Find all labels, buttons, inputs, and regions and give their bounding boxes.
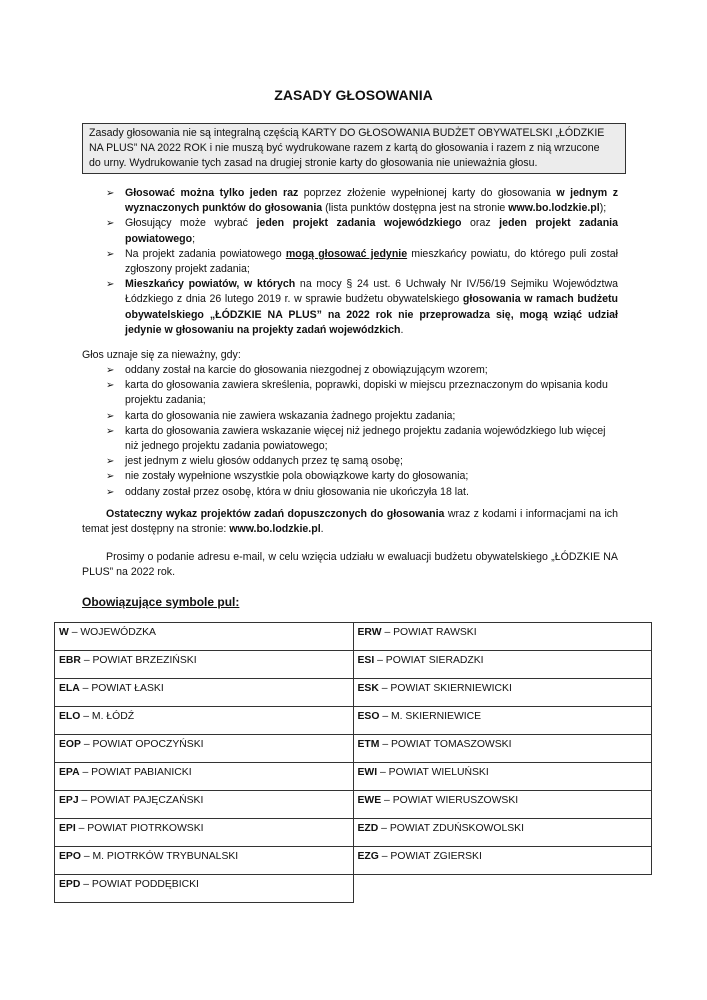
rule-text-bold: w jednym z wyznaczonych punktów do głosowania [125,187,619,215]
pool-code: EWI [357,767,378,778]
pool-name: – POWIAT WIELUŃSKI [377,767,489,778]
rule-text-bold: głosowania w ramach budżetu obywatelskiego „ŁÓDZKIE NA PLUS” na 2022 rok nie przeprowadza się, mogą wziąć udział jedynie w głosowaniu na projekty zadań wojewódzkich [125,293,619,336]
table-cell [55,651,354,679]
table-row [55,623,652,651]
pool-name: – WOJEWÓDZKA [68,627,156,638]
arrow-bullet-icon: ➢ [106,425,115,437]
note-line: NA PLUS” NA 2022 ROK i nie muszą być wydrukowane razem z kartą do głosowania i razem z nią wrzucone [89,142,600,155]
invalid-vote-intro: Głos uznaje się za nieważny, gdy: [82,349,241,361]
pool-code: ELO [59,711,81,722]
invalid-item [90,454,618,469]
invalid-item-text: oddany został przez osobę, która w dniu głosowania nie ukończyła 18 lat. [125,485,469,498]
voting-rules-list [90,186,618,338]
table-cell [353,791,652,819]
rule-text-bold: Głosować można tylko jeden raz [125,187,299,199]
table-cell [353,763,652,791]
arrow-bullet-icon: ➢ [106,456,115,468]
table-row [55,819,652,847]
paragraph-text: wraz z kodami i informacjami na ich temat jest dostępny na stronie: [82,508,618,536]
email-request-paragraph: Prosimy o podanie adresu e-mail, w celu wzięcia udziału w ewaluacji budżetu obywatelskiego „ŁÓDZKIE NA PLUS” na 2022 rok. [82,551,618,579]
invalid-item [90,424,618,454]
arrow-bullet-icon: ➢ [106,471,115,483]
pool-code: EBR [59,655,81,666]
pool-code: EOP [59,739,81,750]
pool-name: – POWIAT TOMASZOWSKI [379,739,512,750]
arrow-bullet-icon: ➢ [106,410,115,422]
pool-name: – M. PIOTRKÓW TRYBUNALSKI [80,851,239,862]
arrow-bullet-icon: ➢ [106,365,115,376]
pool-name: – POWIAT BRZEZIŃSKI [80,655,197,666]
table-cell [55,735,354,763]
pool-name: – POWIAT PIOTRKOWSKI [75,823,204,834]
pool-code: ERW [357,627,382,638]
table-row [55,791,652,819]
table-cell [55,679,354,707]
arrow-bullet-icon: ➢ [106,380,115,392]
invalid-item [90,378,618,408]
table-row [55,735,652,763]
page-title: ZASADY GŁOSOWANIA [274,87,433,103]
note-line: do urny. Wydrukowanie tych zasad na drugiej stronie karty do głosowania nie unieważnia głosu. [89,157,538,170]
pool-name: – POWIAT WIERUSZOWSKI [381,795,519,806]
arrow-bullet-icon: ➢ [106,248,115,260]
table-row [55,875,652,903]
table-row [55,651,652,679]
table-cell [353,623,652,651]
table-cell [353,707,652,735]
rule-text-bold: jeden projekt zadania powiatowego [125,217,619,245]
table-cell [55,623,354,651]
note-line: Zasady głosowania nie są integralną częścią KARTY DO GŁOSOWANIA BUDŻET OBYWATELSKI „ŁÓDZKIE [89,127,605,139]
table-row [55,763,652,791]
table-row [55,707,652,735]
pool-code: EZG [357,851,379,862]
rule-text: ); [599,202,607,215]
rule-text: oraz [461,217,500,230]
project-list-paragraph [82,507,618,537]
rule-item [90,247,618,277]
rule-text: poprzez złożenie wypełnionej karty do głosowania [298,187,557,199]
pool-name: – POWIAT SKIERNIEWICKI [378,683,512,694]
table-row [55,847,652,875]
arrow-bullet-icon: ➢ [106,188,115,199]
table-cell [55,819,354,847]
pool-name: – M. SKIERNIEWICE [379,711,482,722]
info-note-box [82,123,626,174]
invalid-item-text: nie zostały wypełnione wszystkie pola obowiązkowe karty do głosowania; [125,470,469,483]
pool-code: EPA [59,767,80,778]
rule-text: ; [192,232,196,245]
pool-name: – POWIAT PAJĘCZAŃSKI [78,795,204,806]
table-cell [55,763,354,791]
table-cell [353,679,652,707]
arrow-bullet-icon: ➢ [106,218,115,230]
arrow-bullet-icon: ➢ [106,486,115,498]
invalid-item [90,409,618,424]
table-cell [353,847,652,875]
pool-name: – POWIAT ŁASKI [79,683,164,694]
pool-code: EPJ [59,795,79,806]
pool-code: EWE [357,795,382,806]
rule-text: mieszkańcy powiatu, do którego puli został zgłoszony projekt zadania; [125,247,618,276]
rule-item [90,216,618,246]
rule-text: Głosujący może wybrać [125,217,257,230]
rule-text: . [400,323,404,336]
invalid-item-text: oddany został na karcie do głosowania niezgodnej z obowiązującym wzorem; [125,364,488,376]
pool-code: EPO [59,851,81,862]
invalid-item [90,485,618,500]
invalid-item-text: jest jednym z wielu głosów oddanych przez tę samą osobę; [125,455,403,468]
rule-text-bold: Mieszkańcy powiatów, w których [125,278,296,291]
pool-name: – POWIAT OPOCZYŃSKI [80,739,204,750]
pool-code: ESK [357,683,379,694]
table-cell [353,819,652,847]
rule-item [90,186,618,216]
pool-code: W [59,627,69,638]
pool-code: EZD [357,823,379,834]
empty-cell [353,875,652,903]
pool-name: – POWIAT SIERADZKI [374,655,484,666]
pool-name: – POWIAT PABIANICKI [79,767,192,778]
invalid-item [90,363,618,378]
table-row [55,679,652,707]
website-link[interactable]: www.bo.lodzkie.pl [229,523,321,536]
pool-code: ESO [357,711,380,722]
invalid-item [90,469,618,484]
table-cell [55,847,354,875]
pool-code: EPI [59,823,76,834]
table-cell [353,735,652,763]
rule-text: (lista punktów dostępna jest na stronie [322,202,509,215]
pool-code: ETM [357,739,380,750]
invalid-item-text: karta do głosowania nie zawiera wskazania żadnego projektu zadania; [125,409,456,422]
table-cell [353,651,652,679]
pool-name: – POWIAT ZGIERSKI [378,851,482,862]
table-cell [55,875,354,903]
paragraph-text-bold: Ostateczny wykaz projektów zadań dopuszczonych do głosowania [106,508,445,520]
invalid-vote-list [90,363,618,500]
website-link[interactable]: www.bo.lodzkie.pl [508,202,600,215]
pool-code: ESI [357,655,375,666]
paragraph-text: . [320,523,324,536]
rule-text-bold: jeden projekt zadania wojewódzkiego [256,217,462,230]
table-cell [55,791,354,819]
invalid-item-text: karta do głosowania zawiera skreślenia, poprawki, dopiski w miejscu przeznaczonym do wpisania kodu projektu zadania; [125,379,608,407]
table-cell [55,707,354,735]
pool-name: – M. ŁÓDŹ [80,711,135,722]
invalid-item-text: karta do głosowania zawiera wskazanie więcej niż jednego projektu zadania wojewódzkiego lub więcej niż jednego projektu zadania powiatowego; [125,424,606,453]
symbols-heading: Obowiązujące symbole pul: [82,595,240,609]
pool-symbols-table [54,622,652,903]
rule-item [90,277,618,338]
pool-code: ELA [59,683,80,694]
rule-text: na mocy § 24 ust. 6 Uchwały Nr IV/56/19 Sejmiku Województwa Łódzkiego z dnia 26 lutego 2019 r. w sprawie budżetu obywatelskiego [125,278,619,306]
pool-name: – POWIAT PODDĘBICKI [80,879,199,890]
rule-text: Na projekt zadania powiatowego [125,247,286,260]
pool-name: – POWIAT ZDUŃSKOWOLSKI [378,823,524,834]
arrow-bullet-icon: ➢ [106,279,115,291]
rule-text-bold-underlined: mogą głosować jedynie [285,247,408,260]
pool-name: – POWIAT RAWSKI [381,627,477,638]
pool-code: EPD [59,879,81,890]
